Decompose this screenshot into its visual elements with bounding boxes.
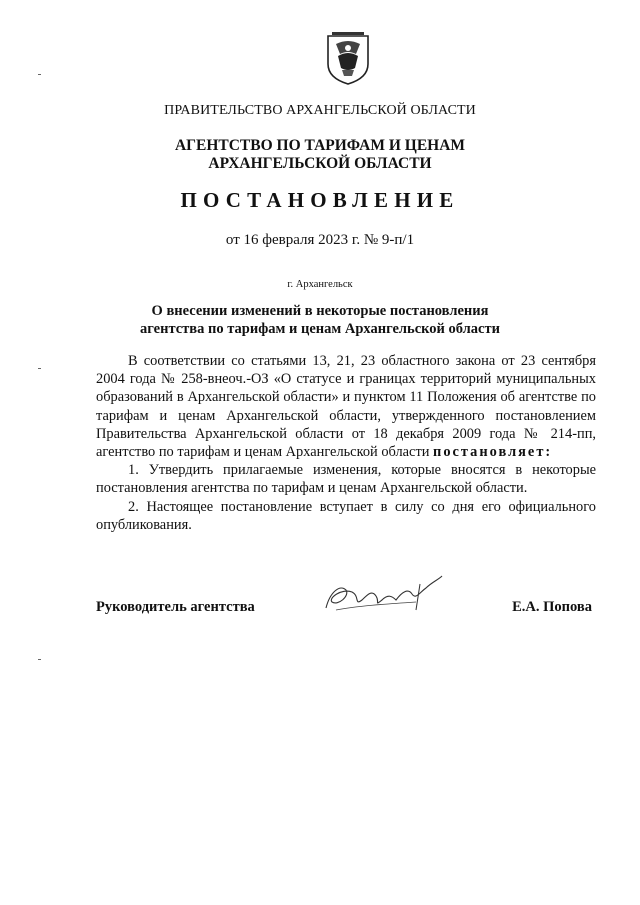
- agency-name-line2: АРХАНГЕЛЬСКОЙ ОБЛАСТИ: [208, 155, 432, 172]
- agency-name: [0, 137, 640, 173]
- agency-name-line1: АГЕНТСТВО ПО ТАРИФАМ И ЦЕНАМ: [174, 137, 466, 154]
- document-subject: [0, 302, 640, 338]
- signatory-name: Е.А. Попова: [512, 599, 592, 615]
- preamble-paragraph: [96, 352, 596, 461]
- scan-mark: [38, 74, 41, 75]
- document-date-number: от 16 февраля 2023 г. № 9-п/1: [225, 232, 415, 248]
- subject-line2: агентства по тарифам и ценам Архангельской области: [140, 321, 500, 337]
- coat-of-arms-icon: [322, 28, 374, 86]
- item-1: 1. Утвердить прилагаемые изменения, которые вносятся в некоторые постановления агентства по тарифам и ценам Архангельской области.: [96, 462, 596, 497]
- document-body: [96, 352, 596, 534]
- subject-line1: О внесении изменений в некоторые постановления: [151, 303, 489, 319]
- document-city: г. Архангельск: [287, 279, 353, 290]
- item-2: 2. Настоящее постановление вступает в силу со дня его официального опубликования.: [96, 498, 596, 533]
- preamble-text: В соответствии со статьями 13, 21, 23 областного закона от 23 сентября 2004 года № 258-внеоч.-ОЗ «О статусе и границах территорий муниципальных образований в Архангельской области» и пунктом 11 Положения об агентстве по тарифам и ценам Архангельской области, утвержденного постановлением Правительства Архангельской области от 18 декабря 2009 года № 214-пп, агентство по тарифам и ценам Архангельской области: [96, 353, 596, 461]
- scan-mark: [38, 368, 41, 369]
- government-name: ПРАВИТЕЛЬСТВО АРХАНГЕЛЬСКОЙ ОБЛАСТИ: [164, 103, 476, 118]
- decree-word: постановляет:: [433, 444, 553, 461]
- handwritten-signature: [316, 570, 456, 620]
- document-type: ПОСТАНОВЛЕНИЕ: [180, 188, 460, 212]
- signatory-title: Руководитель агентства: [96, 599, 255, 615]
- scan-mark: [38, 659, 41, 660]
